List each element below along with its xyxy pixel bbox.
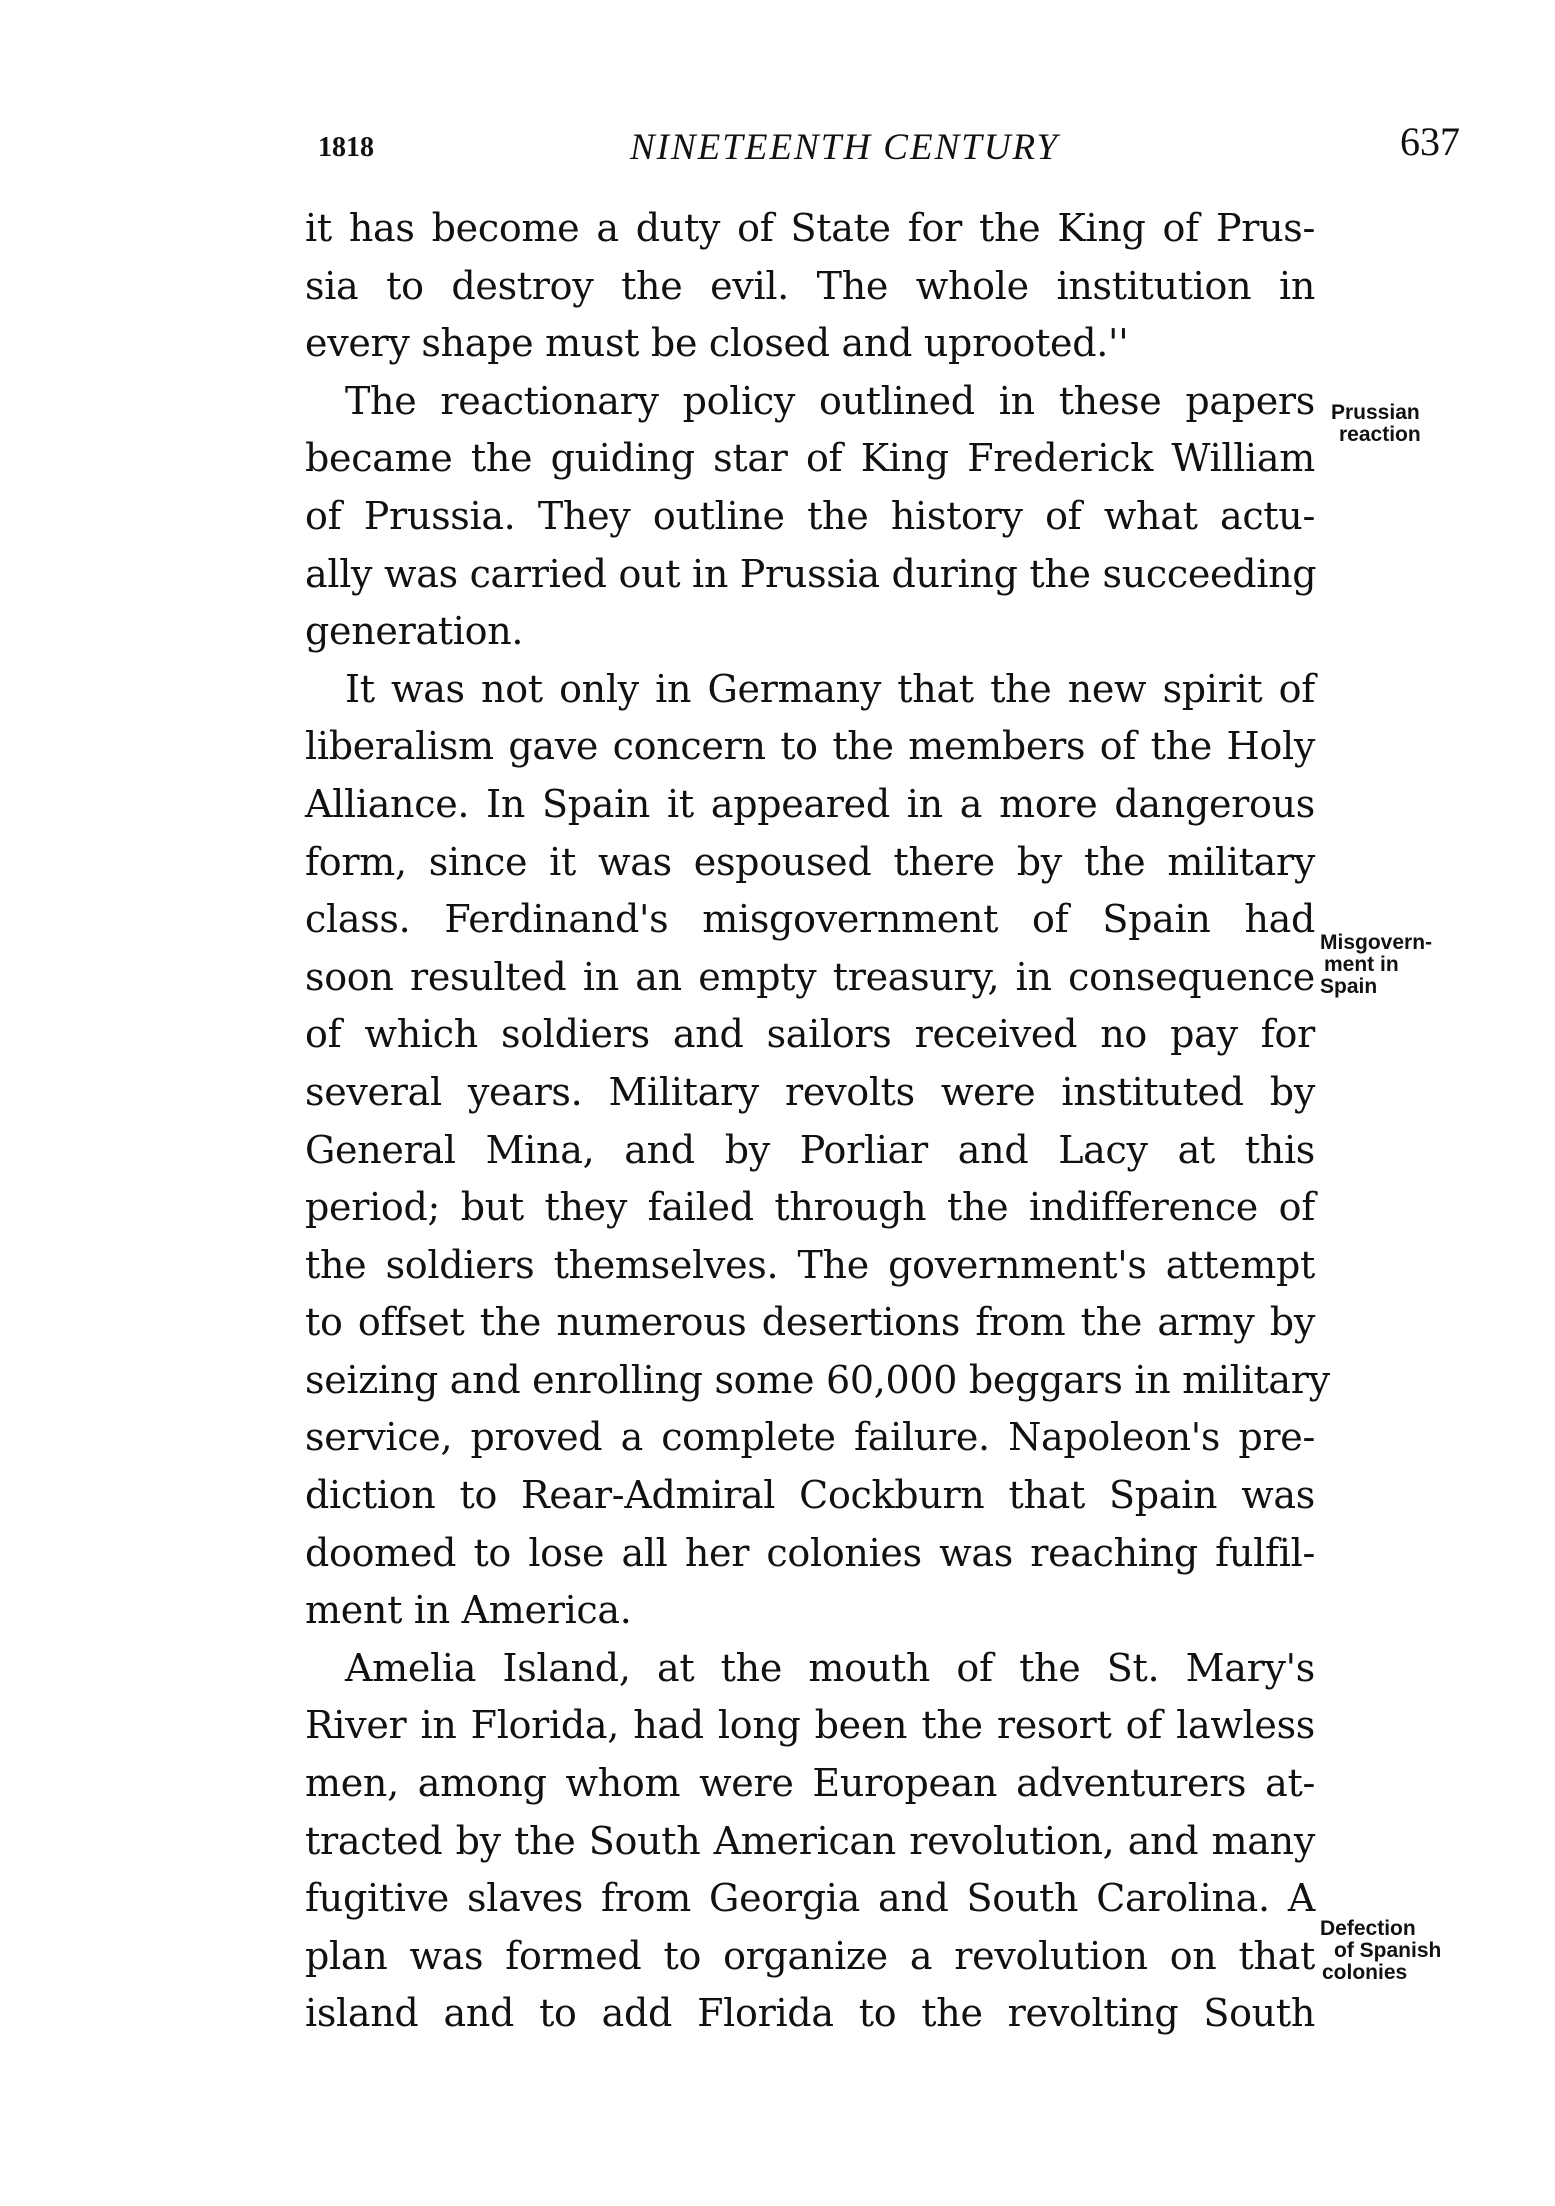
- text-line: men, among whom were European adventurers at-: [305, 1761, 1315, 1806]
- text-line: Amelia Island, at the mouth of the St. Mary's: [345, 1645, 1315, 1690]
- text-line: of which soldiers and sailors received no pay for: [305, 1012, 1315, 1057]
- text-line: several years. Military revolts were instituted by: [305, 1069, 1315, 1114]
- text-line: became the guiding star of King Frederick William: [305, 436, 1315, 481]
- text-line: form, since it was espoused there by the military: [305, 839, 1315, 884]
- text-line: period; but they failed through the indifference of: [305, 1185, 1315, 1230]
- text-line: island and to add Florida to the revolting South: [305, 1991, 1315, 2036]
- text-line: plan was formed to organize a revolution on that: [305, 1933, 1315, 1978]
- margin-note-line: ment in: [1324, 953, 1399, 976]
- text-line: to offset the numerous desertions from the army by: [305, 1300, 1315, 1345]
- text-line: River in Florida, had long been the resort of lawless: [305, 1703, 1315, 1748]
- text-line: ment in America.: [305, 1588, 632, 1633]
- text-line: every shape must be closed and uprooted.'': [305, 321, 1129, 366]
- margin-note-line: Misgovern-: [1320, 931, 1433, 954]
- running-title: NINETEENTH CENTURY: [630, 127, 1060, 168]
- text-line: generation.: [305, 609, 524, 654]
- margin-note-line: colonies: [1322, 1961, 1408, 1984]
- text-line: soon resulted in an empty treasury, in consequence: [305, 954, 1315, 999]
- body-text: [305, 200, 1330, 2043]
- page-header: [300, 118, 1460, 168]
- text-line: tracted by the South American revolution, and many: [305, 1818, 1315, 1863]
- text-line: of Prussia. They outline the history of what actu-: [305, 493, 1315, 538]
- margin-note-defection-colonies: [1316, 1918, 1441, 1984]
- text-line: the soldiers themselves. The government's attempt: [305, 1242, 1315, 1287]
- text-line: General Mina, and by Porliar and Lacy at this: [305, 1127, 1315, 1172]
- text-line: Alliance. In Spain it appeared in a more dangerous: [305, 781, 1315, 826]
- page-number: 637: [1400, 119, 1460, 164]
- margin-note-line: Defection: [1320, 1917, 1416, 1940]
- margin-note-misgovernment-spain: [1320, 932, 1432, 998]
- text-line: service, proved a complete failure. Napoleon's pre-: [305, 1415, 1315, 1460]
- text-line: The reactionary policy outlined in these papers: [345, 378, 1315, 423]
- margin-note-prussian-reaction: [1331, 402, 1421, 446]
- header-year: 1818: [318, 132, 374, 163]
- text-line: sia to destroy the evil. The whole institution in: [305, 263, 1315, 308]
- text-line: it has become a duty of State for the King of Prus-: [305, 206, 1315, 250]
- margin-note-line: reaction: [1339, 423, 1421, 446]
- text-line: doomed to lose all her colonies was reaching fulfil-: [305, 1530, 1315, 1575]
- text-line: fugitive slaves from Georgia and South Carolina. A: [305, 1876, 1315, 1921]
- text-line: diction to Rear-Admiral Cockburn that Spain was: [305, 1473, 1315, 1518]
- margin-note-line: Prussian: [1331, 401, 1420, 424]
- text-line: seizing and enrolling some 60,000 beggars in military: [305, 1357, 1330, 1402]
- text-line: ally was carried out in Prussia during the succeeding: [305, 551, 1317, 596]
- text-line: liberalism gave concern to the members of the Holy: [305, 724, 1315, 769]
- text-line: It was not only in Germany that the new spirit of: [345, 666, 1315, 711]
- text-line: class. Ferdinand's misgovernment of Spain had: [305, 897, 1315, 942]
- margin-note-line: of Spanish: [1334, 1939, 1442, 1962]
- margin-note-line: Spain: [1320, 975, 1378, 998]
